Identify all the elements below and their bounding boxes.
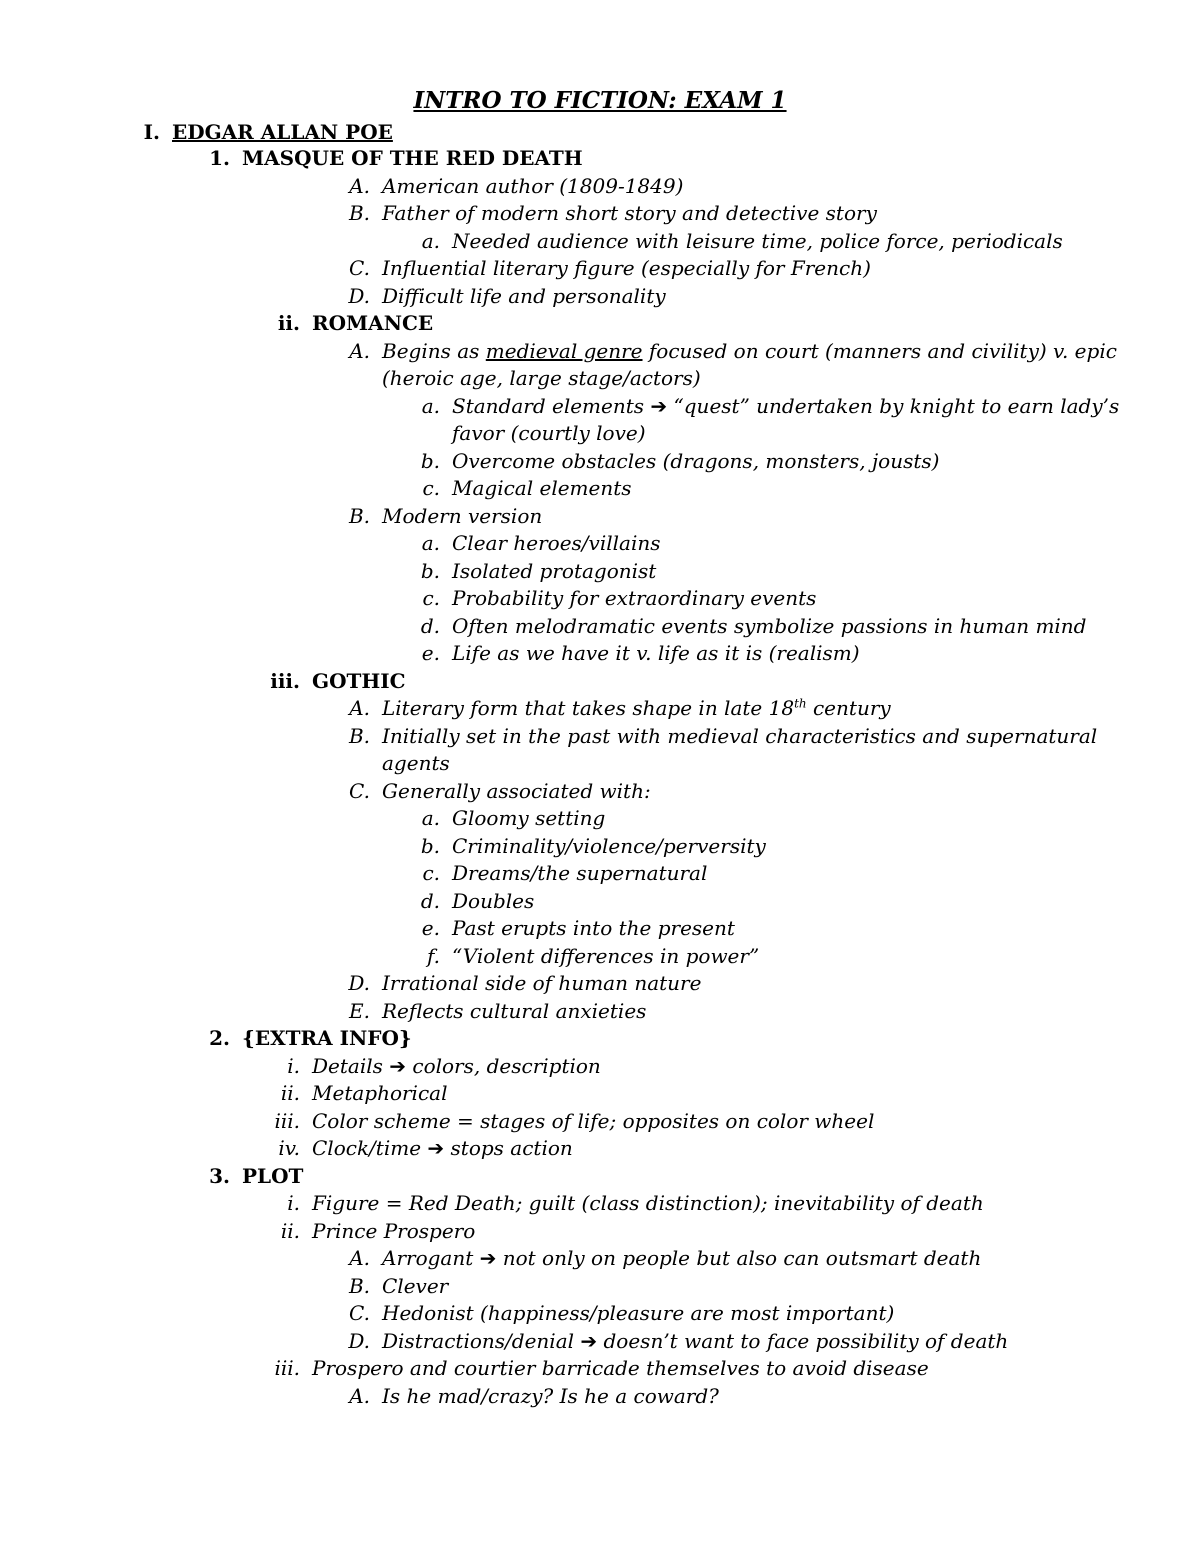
- outline-marker: C.: [349, 256, 370, 280]
- outline-marker: b.: [420, 834, 440, 858]
- outline-text: Probability for extraordinary events: [452, 586, 817, 610]
- outline-text: Difficult life and personality: [382, 284, 666, 308]
- outline-item: [349, 255, 871, 283]
- outline-marker: c.: [422, 861, 440, 885]
- outline-text: Metaphorical: [312, 1081, 448, 1105]
- outline-item: [209, 145, 583, 173]
- outline-text: Life as we have it v. life as it is (realism): [452, 641, 860, 665]
- outline-text: Irrational side of human nature: [382, 971, 702, 995]
- outline-text: Arrogant ➔ not only on people but also can outsmart death: [382, 1246, 982, 1270]
- outline-text: Influential literary figure (especially for French): [382, 256, 871, 280]
- outline-item: [349, 998, 647, 1026]
- outline-text: Figure = Red Death; guilt (class distinction); inevitability of death: [312, 1191, 984, 1215]
- outline-text: Literary form that takes shape in late 18th century: [382, 696, 891, 720]
- outline-item: [422, 475, 632, 503]
- outline-item: [209, 1163, 304, 1191]
- outline-item: [452, 420, 646, 448]
- outline-text: Clever: [382, 1274, 449, 1298]
- outline-item: [287, 1053, 601, 1081]
- outline-item: [277, 310, 434, 338]
- outline-text: Often melodramatic events symbolize passions in human mind: [452, 614, 1087, 638]
- outline-text: “Violent differences in power”: [452, 944, 760, 968]
- outline-text: Reflects cultural anxieties: [382, 999, 647, 1023]
- outline-item: [421, 228, 1063, 256]
- outline-item: [421, 640, 860, 668]
- outline-text: Modern version: [382, 504, 543, 528]
- outline-item: [280, 1080, 448, 1108]
- outline-text: Prince Prospero: [312, 1219, 476, 1243]
- outline-text: Generally associated with:: [382, 779, 651, 803]
- outline-marker: a.: [421, 229, 440, 253]
- outline-text: MASQUE OF THE RED DEATH: [242, 146, 583, 170]
- outline-item: [349, 1245, 982, 1273]
- underlined-term: medieval genre: [485, 339, 643, 363]
- ordinal-suffix: th: [794, 696, 807, 711]
- page-title: INTRO TO FICTION: EXAM 1: [413, 87, 787, 114]
- outline-item: [348, 1273, 449, 1301]
- outline-marker: D.: [348, 284, 370, 308]
- outline-marker: C.: [349, 779, 370, 803]
- outline-item: [382, 365, 701, 393]
- outline-text: Clear heroes/villains: [452, 531, 661, 555]
- outline-item: [348, 723, 1098, 751]
- outline-marker: A.: [349, 339, 370, 363]
- outline-text: Begins as medieval genre focused on court (manners and civility) v. epic: [382, 339, 1117, 363]
- arrow-right-icon: ➔: [650, 394, 668, 418]
- outline-item: [348, 1328, 1009, 1356]
- outline-text: Needed audience with leisure time, police force, periodicals: [452, 229, 1063, 253]
- outline-text: Details ➔ colors, description: [312, 1054, 601, 1078]
- outline-item: [349, 338, 1117, 366]
- outline-text: PLOT: [242, 1164, 304, 1188]
- outline-item: [348, 200, 877, 228]
- arrow-right-icon: ➔: [479, 1246, 497, 1270]
- outline-marker: A.: [349, 174, 370, 198]
- outline-text: Clock/time ➔ stops action: [312, 1136, 573, 1160]
- arrow-right-icon: ➔: [427, 1136, 445, 1160]
- outline-text: (heroic age, large stage/actors): [382, 366, 701, 390]
- outline-item: [382, 750, 450, 778]
- outline-marker: iii.: [274, 1109, 300, 1133]
- outline-marker: B.: [348, 724, 370, 748]
- outline-item: [420, 558, 657, 586]
- outline-text: Hedonist (happiness/pleasure are most important): [382, 1301, 895, 1325]
- outline-marker: I.: [143, 120, 160, 144]
- outline-text: Father of modern short story and detective story: [382, 201, 877, 225]
- outline-text: Overcome obstacles (dragons, monsters, jousts): [452, 449, 940, 473]
- outline-text: EDGAR ALLAN POE: [172, 120, 393, 144]
- arrow-right-icon: ➔: [389, 1054, 407, 1078]
- outline-marker: c.: [422, 586, 440, 610]
- outline-item: [349, 1300, 895, 1328]
- outline-marker: d.: [420, 614, 440, 638]
- outline-marker: B.: [348, 201, 370, 225]
- outline-text: GOTHIC: [312, 669, 406, 693]
- outline-marker: B.: [348, 504, 370, 528]
- outline-text: Criminality/violence/perversity: [452, 834, 766, 858]
- outline-text: Color scheme = stages of life; opposites on color wheel: [312, 1109, 875, 1133]
- outline-item: [426, 943, 760, 971]
- outline-item: [274, 1108, 875, 1136]
- outline-item: [280, 1218, 476, 1246]
- outline-item: [421, 393, 1120, 421]
- outline-item: [274, 1355, 929, 1383]
- outline-marker: b.: [420, 449, 440, 473]
- outline-marker: ii.: [280, 1219, 300, 1243]
- outline-text: {EXTRA INFO}: [242, 1026, 412, 1050]
- outline-item: [348, 283, 666, 311]
- outline-text: ROMANCE: [312, 311, 434, 335]
- outline-marker: a.: [421, 806, 440, 830]
- outline-marker: f.: [426, 944, 440, 968]
- outline-item: [420, 833, 766, 861]
- outline-text: Prospero and courtier barricade themselves to avoid disease: [312, 1356, 929, 1380]
- outline-item: [349, 778, 651, 806]
- outline-item: [143, 119, 393, 147]
- outline-marker: i.: [287, 1054, 300, 1078]
- outline-item: [421, 805, 606, 833]
- outline-marker: iii.: [274, 1356, 300, 1380]
- outline-item: [421, 530, 661, 558]
- outline-text: Gloomy setting: [452, 806, 606, 830]
- outline-marker: e.: [421, 641, 440, 665]
- outline-marker: D.: [348, 1329, 370, 1353]
- outline-marker: ii.: [280, 1081, 300, 1105]
- outline-marker: E.: [349, 999, 370, 1023]
- outline-item: [420, 448, 940, 476]
- outline-marker: B.: [348, 1274, 370, 1298]
- outline-marker: A.: [349, 696, 370, 720]
- outline-marker: ii.: [277, 311, 300, 335]
- outline-item: [420, 613, 1087, 641]
- outline-item: [349, 1383, 719, 1411]
- outline-marker: a.: [421, 531, 440, 555]
- outline-text: favor (courtly love): [452, 421, 646, 445]
- arrow-right-icon: ➔: [580, 1329, 598, 1353]
- outline-marker: D.: [348, 971, 370, 995]
- outline-marker: A.: [349, 1384, 370, 1408]
- outline-marker: 1.: [209, 146, 230, 170]
- outline-item: [420, 888, 535, 916]
- outline-text: Isolated protagonist: [452, 559, 657, 583]
- outline-marker: A.: [349, 1246, 370, 1270]
- outline-marker: iv.: [278, 1136, 300, 1160]
- outline-item: [422, 585, 817, 613]
- outline-item: [270, 668, 406, 696]
- outline-marker: 2.: [209, 1026, 230, 1050]
- outline-item: [278, 1135, 573, 1163]
- outline-marker: a.: [421, 394, 440, 418]
- outline-text: Magical elements: [452, 476, 632, 500]
- outline-item: [349, 173, 684, 201]
- outline-text: Is he mad/crazy? Is he a coward?: [382, 1384, 719, 1408]
- outline-text: agents: [382, 751, 450, 775]
- outline-marker: d.: [420, 889, 440, 913]
- outline-item: [421, 915, 735, 943]
- outline-marker: iii.: [270, 669, 300, 693]
- outline-marker: i.: [287, 1191, 300, 1215]
- outline-text: Doubles: [452, 889, 535, 913]
- outline-item: [287, 1190, 984, 1218]
- outline-marker: e.: [421, 916, 440, 940]
- outline-item: [349, 695, 891, 723]
- outline-text: Past erupts into the present: [452, 916, 735, 940]
- outline-text: Standard elements ➔ “quest” undertaken by knight to earn lady’s: [452, 394, 1120, 418]
- outline-text: Initially set in the past with medieval characteristics and supernatural: [382, 724, 1098, 748]
- outline-marker: b.: [420, 559, 440, 583]
- outline-item: [422, 860, 708, 888]
- outline-marker: c.: [422, 476, 440, 500]
- outline-text: Dreams/the supernatural: [452, 861, 708, 885]
- outline-item: [209, 1025, 412, 1053]
- outline-marker: 3.: [209, 1164, 230, 1188]
- outline-item: [348, 503, 543, 531]
- outline-text: Distractions/denial ➔ doesn’t want to face possibility of death: [382, 1329, 1009, 1353]
- outline-marker: C.: [349, 1301, 370, 1325]
- outline-text: American author (1809-1849): [382, 174, 684, 198]
- outline-item: [348, 970, 702, 998]
